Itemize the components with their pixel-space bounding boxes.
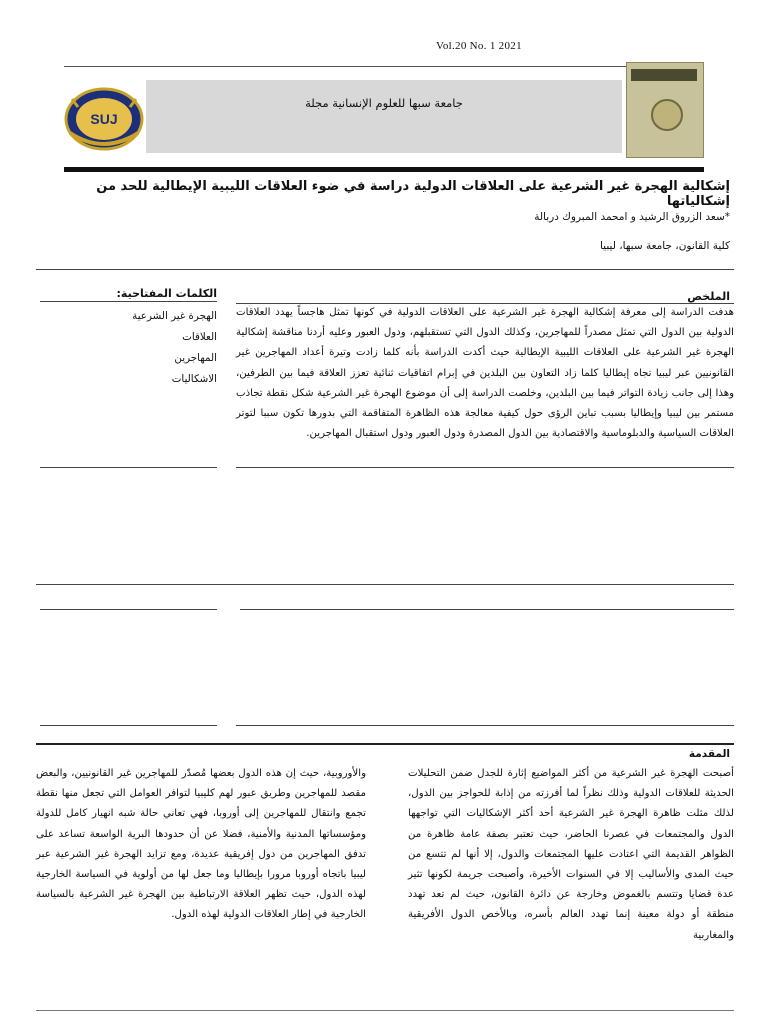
journal-banner [146,80,622,153]
section-divider [36,269,734,270]
blank-box-rule [40,725,217,726]
keyword-item: الهجرة غير الشرعية [132,310,217,322]
header-rule [64,66,704,67]
keyword-item: الاشكاليات [171,373,217,385]
blank-box-rule [236,725,734,726]
keywords-list [40,306,217,390]
introduction-heading: المقدمة [688,748,730,760]
keywords-heading-rule [40,301,217,302]
article-title: إشكالية الهجرة غير الشرعية على العلاقات الدولية دراسة في ضوء العلاقات الليبية الإيطالية للحد من إشكالياتها [96,179,730,209]
abstract-heading: الملخص [687,290,730,303]
introduction-rule [36,743,734,745]
blank-box-rule [40,609,217,610]
title-rule [64,167,704,172]
abstract-bottom-rule [236,467,734,468]
blank-box-rule [240,609,734,610]
introduction-column-left: والأوروبية، حيث إن هذه الدول بعضها مُصدّر للمهاجرين غير القانونيين، والبعض مقصد للمهاجرين وطريق عبور لهم كليبيا لتوافر العوامل التي تجعل منها نقطة تجمع وانتقال للمهاجرين إلى أوروبا، فهي تعاني حالة شبه انهيار كامل للدولة ومؤسساتها المدنية والأمنية، فضلا عن أن حدودها البرية الواسعة تساعد على تدفق المهاجرين من دول إفريقية عديدة، ومع تزايد الهجرة غير الشرعية عبر ليبيا باتجاه أوروبا مرورا بإيطاليا وما جعل لها من أولوية في السياسة الخارجية لهذه الدول، حيث تظهر العلاقة الارتباطية بين الهجرة غير الشرعية بالسياسة الخارجية في إطار العلاقات الدولية لهذه الدول. [36,768,366,921]
logo-text: SUJ [90,111,118,127]
volume-label: Vol.20 No. 1 2021 [436,40,522,52]
keywords-heading: الكلمات المفتاحية: [116,287,217,300]
keyword-item: المهاجرين [174,352,217,364]
abstract-text: هدفت الدراسة إلى معرفة إشكالية الهجرة غير الشرعية على العلاقات الدولية في كونها تمثل هاجساً يهدد العلاقات الدولية بين الدول التي تمثل مصدراً للمهاجرين، وكذلك الدول التي تستقبلهم، ودول العبور وعليه أردنا مناقشة إشكالية الهجرة غير الشرعية على العلاقات الليبية الإيطالية حيث أكدت الدراسة بأنه كلما زادت وتيرة أعداد المهاجرين غير القانونيين عبر ليبيا تجاه إيطاليا كلما زاد التعاون بين البلدين في إبرام اتفاقيات ثنائية تعزز العلاقة فيما بين الطرفين، وهذا إلى جانب زيادة التواتر فيما بين البلدين، وخلصت الدراسة إلى أن موضوع الهجرة غير الشرعية شكل نقطة تجاذب مستمر بين ليبيا وإيطاليا بسبب تباين الرؤى حول كيفية معالجة هذه الظاهرة المتفاقمة التي بدورها تكون سببا لتوتر العلاقات السياسية والدبلوماسية والاقتصادية بين الدول المصدرة ودول العبور ودول استقبال المهاجرين. [236,307,734,440]
journal-cover-thumbnail [626,62,704,158]
journal-name: جامعة سبها للعلوم الإنسانية مجلة [305,96,463,110]
introduction-column-right: أصبحت الهجرة غير الشرعية من أكثر المواضيع إثارة للجدل ضمن التحليلات الحديثة للعلاقات الدولية وذلك نظراً لما أفرزته من إذابة للحواجز بين الدول، لذلك مثلت ظاهرة الهجرة غير الشرعية أحد أكثر الإشكاليات التي تواجهها الدول والمجتمعات في عصرنا الحاضر، حيث تعتبر بصفة عامة ظاهرة من الظواهر القديمة التي اعتادت عليها المجتمعات والدول، إلا أنها لم تتسع من حيث المدى والأساليب إلا في السنوات الأخيرة، وأصبحت جريمة لكونها تثير عدة قضايا وتتسم بالغموض وخارجة عن دائرة القانون، حيث لم تعد تهدد منطقة أو دولة معينة إنما تهدد العالم بأسره، وبالأخص الدول الأفريقية والمغاربية [408,768,734,941]
footer-rule [36,1010,734,1011]
keywords-bottom-rule [40,467,217,468]
keyword-item: العلاقات [182,331,217,343]
section-divider [36,584,734,585]
article-authors: *سعد الزروق الرشيد و امحمد المبروك دربالة [534,211,730,223]
university-logo [64,85,144,153]
author-affiliation: كلية القانون، جامعة سبها، ليبيا [599,240,730,252]
cover-seal [651,99,683,131]
cover-title-band [631,69,697,81]
